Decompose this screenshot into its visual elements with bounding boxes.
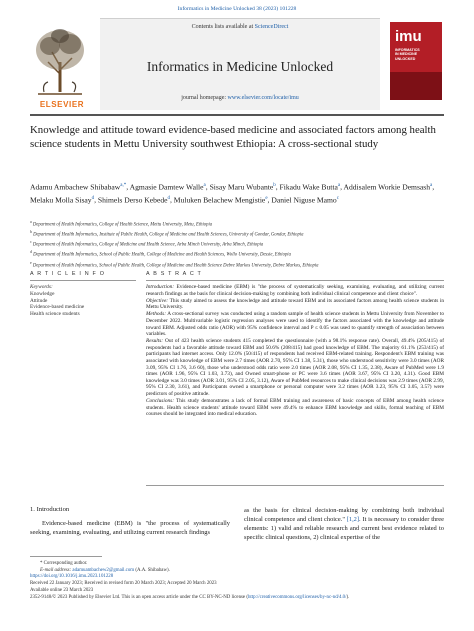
keywords-label: Keywords: bbox=[30, 284, 53, 290]
article-info-heading: A R T I C L E I N F O bbox=[30, 271, 106, 277]
abstract-section-text: Evidence-based medicine (EBM) is "the process of systematically seeking, examining, evaluating, and utilizing current research findings as the basis for clinical decision-making by combining both individual clinical competence and client choice". bbox=[146, 284, 444, 297]
affiliation bbox=[30, 249, 444, 259]
contents-prefix: Contents lists available at bbox=[191, 24, 255, 30]
email-suffix: (A.A. Shibabaw). bbox=[134, 567, 170, 573]
author-name[interactable]: Shimels Derso Kebede bbox=[97, 195, 168, 205]
author-affiliation-marker[interactable]: b bbox=[273, 183, 276, 188]
affiliation-marker: a bbox=[30, 220, 32, 224]
license-link[interactable]: http://creativecommons.org/licenses/by-nc-nd/4.0/ bbox=[247, 594, 347, 600]
author-name[interactable]: Sisay Maru Wubante bbox=[209, 182, 274, 192]
abstract-section-text: This study aimed to assess the knowledge and attitude toward EBM and its associated factors among health science students in Mettu University. bbox=[146, 297, 444, 311]
journal-cover-thumbnail[interactable] bbox=[390, 22, 442, 100]
abstract-section-label: Objective: bbox=[146, 297, 169, 304]
abstract-body bbox=[146, 284, 444, 418]
abstract-section-text: A cross-sectional survey was conducted using a random sample of health science students in Mettu University from November to December 2022. Multivariable logistic regression analyses were used to identify the factors associated with the knowledge and attitude toward EBM. Adjusted odds ratio (AOR) with 95% confidence interval and P ≤ 0.05 was used to quantify strength of association between variables. bbox=[146, 311, 444, 338]
abstract-bottom-divider bbox=[146, 485, 444, 486]
cover-logo: imu bbox=[395, 28, 422, 45]
body-text: as the basis for clinical decision-making by combining both individual clinical competence and client choice." bbox=[244, 507, 444, 523]
section-heading: 1. Introduction bbox=[30, 506, 70, 513]
journal-banner bbox=[100, 18, 380, 110]
affiliation-marker: c bbox=[30, 240, 32, 245]
abstract-section-label: Results: bbox=[146, 338, 164, 345]
keyword: Attitude bbox=[30, 297, 48, 304]
affiliation bbox=[30, 260, 444, 270]
author-name[interactable]: Adamu Ambachew Shibabaw bbox=[30, 182, 121, 192]
author-separator: , bbox=[94, 195, 98, 205]
keyword: Knowledge bbox=[30, 290, 55, 297]
keyword: Health science students bbox=[30, 311, 80, 318]
body-left-column: Evidence-based medicine (EBM) is "the process of systematically seeking, examining, evaluating, and utilizing current research findings bbox=[30, 520, 230, 536]
author-affiliation-marker[interactable]: d bbox=[167, 195, 170, 201]
author-list bbox=[30, 180, 444, 205]
author-separator: , bbox=[126, 182, 130, 192]
affiliation-marker: d bbox=[30, 250, 32, 255]
footnote-divider bbox=[30, 556, 102, 557]
email-line bbox=[30, 568, 444, 575]
author-affiliation-marker[interactable]: a bbox=[337, 183, 341, 188]
publisher-name: ELSEVIER bbox=[39, 100, 85, 109]
affiliation-text: Department of Health Informatics, College of Health Science, Mettu University, Metu, Ethiopia bbox=[32, 222, 213, 228]
received-dates: Received 22 January 2023; Received in revised form 20 March 2023; Accepted 20 March 2023 bbox=[30, 581, 217, 587]
author-name[interactable]: Agmasie Damtew Walle bbox=[129, 182, 204, 192]
author-affiliation-marker[interactable]: a bbox=[430, 183, 433, 188]
article-title: Knowledge and attitude toward evidence-based medicine and associated factors among health science students in Mettu University southwest Ethiopia: A cross-sectional study bbox=[30, 124, 436, 150]
article-info-divider bbox=[30, 280, 136, 281]
affiliation-text: Department of Health Informatics, College of Medicine and Health Science, Arba Minch University, Arba Minch, Ethiopia bbox=[32, 242, 264, 248]
author-affiliation-marker[interactable]: a bbox=[203, 183, 206, 188]
keyword: Evidence-based medicine bbox=[30, 304, 85, 311]
abstract-objective bbox=[146, 298, 444, 311]
author-affiliation-marker[interactable]: e bbox=[265, 195, 268, 201]
cover-subtitle: INFORMATICS IN MEDICINE UNLOCKED bbox=[395, 48, 420, 61]
copyright-line bbox=[30, 595, 444, 602]
body-text: . It is necessary to consider three elements: 1) valid and reliable research and current best evidence related to specific clinical questions, 2) clinical expertise of the bbox=[244, 516, 444, 541]
elsevier-tree-logo bbox=[30, 22, 90, 100]
doi-link[interactable]: https://doi.org/10.1016/j.imu.2023.101228 bbox=[30, 574, 114, 580]
keywords-block bbox=[30, 284, 136, 318]
citation-link[interactable]: [1,2] bbox=[346, 516, 360, 523]
abstract-section-text: This study demonstrates a lack of formal EBM training and awareness of basic concepts of EBM among health science students. Health science students' attitude toward EBM were 49.4% to enhance EBM knowledge and skills, formal teaching of EBM courses should be integrated into medical education. bbox=[146, 398, 444, 418]
author-name[interactable]: Addisalem Workie Demsash bbox=[343, 182, 431, 192]
corresponding-author-note: * Corresponding author. bbox=[40, 561, 88, 566]
abstract-conclusions bbox=[146, 398, 444, 418]
affiliation-text: Department of Health Informatics, School of Public Health, College of Medicine and Health Sciences, Wollo University, Dessie, Ethiopia bbox=[33, 253, 291, 259]
author-separator: , bbox=[340, 182, 344, 192]
abstract-methods bbox=[146, 311, 444, 337]
author-affiliation-marker[interactable]: c bbox=[336, 195, 339, 201]
masthead-divider bbox=[30, 114, 444, 116]
footnotes bbox=[30, 561, 444, 601]
abstract-section-label: Introduction: bbox=[146, 284, 175, 290]
abstract-section-label: Conclusions: bbox=[146, 398, 174, 405]
affiliation-marker: b bbox=[30, 230, 32, 235]
author-separator: , bbox=[169, 195, 174, 205]
journal-homepage-line bbox=[100, 95, 380, 101]
contents-line bbox=[100, 24, 380, 30]
email-label: E-mail address: bbox=[40, 567, 73, 573]
journal-masthead bbox=[30, 18, 444, 110]
author-separator: , bbox=[275, 182, 280, 192]
abstract-section-label: Methods: bbox=[146, 311, 167, 318]
journal-citation[interactable]: Informatics in Medicine Unlocked 38 (2023) 101228 bbox=[177, 6, 297, 12]
author-affiliation-marker[interactable]: a,* bbox=[120, 183, 127, 188]
author-name[interactable]: Daniel Niguse Mamo bbox=[271, 195, 337, 205]
cover-band bbox=[390, 72, 442, 100]
body-right-column bbox=[244, 506, 444, 542]
sciencedirect-link[interactable]: ScienceDirect bbox=[254, 24, 289, 30]
copyright-suffix: ). bbox=[346, 594, 350, 600]
journal-title: Informatics in Medicine Unlocked bbox=[146, 59, 334, 74]
affiliation-text: Department of Health Informatics, Institute of Public Health, College of Medicine and Health Sciences, University of Gondar, Gondar, Ethiopia bbox=[33, 232, 304, 238]
abstract-heading: A B S T R A C T bbox=[146, 271, 203, 277]
available-date: Available online 23 March 2023 bbox=[30, 587, 94, 593]
affiliation-list bbox=[30, 219, 444, 270]
email-link[interactable]: adamuambachew2@gmail.com bbox=[72, 567, 135, 573]
author-separator: , bbox=[432, 182, 435, 192]
affiliation bbox=[30, 219, 444, 229]
author-name[interactable]: Muluken Belachew Mengistie bbox=[173, 195, 266, 205]
abstract-section-text: Out of 423 health science students 415 completed the questionnaire (with a 98.1% response rate). Overall, 49.4% (205/415) of respondents had a favorable attitude toward EBM and 50.6% (208/415) had good knowledge of EBM. The majority 61.1% (253/415) of participants had internet access. Only 12.0% (50/415) of respondents had received EBM-related training. Respondent's EBM training was associated with knowledge of EBM were 2.7 times (AOR 2.70, 95% CI 1.38, 5.31), those who understood sensitivity were 3.0 times (AOR 3.09, 95% CI 1.76, 3.6 60), those who understood odds ratio were 2.0 times (AOR 2.08, 95% CI 1.35, 2.38), Aware of PubMed were 1.9 times (AOR 1.96, 95% CI 1.03, 3.73), and Owned smart-phone or PC were 3.6 times (AOR 3.67, 95% CI 3.20, 4.31). Good EBM knowledge was 3.0 times (AOR 3.01, 95% CI 2.05, 3.12), Aware of PubMed resources to make clinical decisions was 2.9 times (AOR 2.99, 95% CI 2.30, 3.61), and Participants owned a smartphone or personal computer were 3.2 times (AOR 3.23, 95% CI 3.05, 3.57) were predictors of positive attitude. bbox=[146, 338, 444, 397]
homepage-link[interactable]: www.elsevier.com/locate/imu bbox=[227, 95, 299, 101]
affiliation bbox=[30, 239, 444, 249]
abstract-introduction bbox=[146, 284, 444, 297]
homepage-prefix: journal homepage: bbox=[181, 95, 228, 101]
affiliation bbox=[30, 229, 444, 239]
author-name[interactable]: Fikadu Wake Butta bbox=[279, 182, 338, 192]
affiliation-marker: e bbox=[30, 260, 32, 265]
author-separator: , bbox=[205, 182, 210, 192]
affiliation-text: Department of Health Informatics, School of Public Health, College of Medicine and Health Science Debre Markos University, Debre Markos, Ethiopia bbox=[32, 263, 319, 269]
abstract-results bbox=[146, 338, 444, 397]
copyright-prefix: 2352-9148/© 2023 Published by Elsevier Ltd. This is an open access article under the CC BY-NC-ND license ( bbox=[30, 594, 248, 600]
abstract-divider bbox=[146, 280, 444, 281]
author-name[interactable]: Melaku Molla Sisay bbox=[30, 195, 92, 205]
author-affiliation-marker[interactable]: d bbox=[91, 195, 95, 201]
author-separator: , bbox=[267, 195, 272, 205]
